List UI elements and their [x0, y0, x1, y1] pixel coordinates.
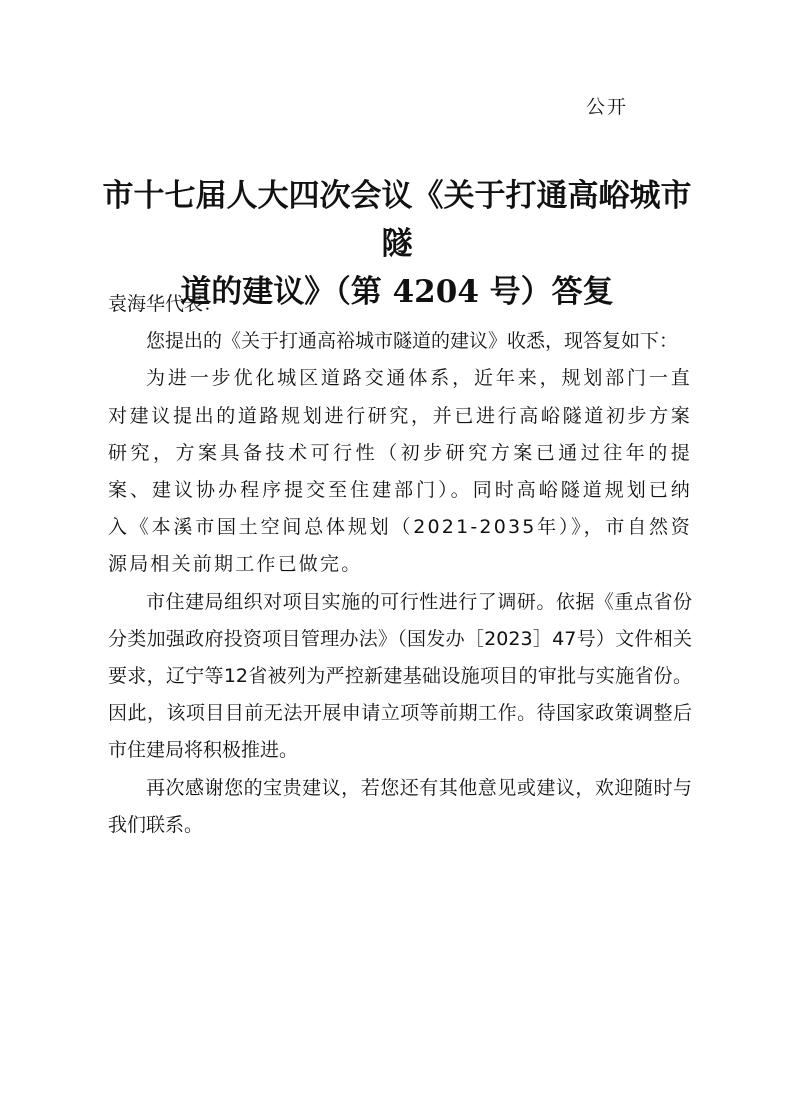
public-label: 公开 [586, 96, 629, 118]
paragraph-closing: 再次感谢您的宝贵建议，若您还有其他意见或建议，欢迎随时与我们联系。 [108, 776, 692, 836]
paragraph-housing-bureau: 市住建局组织对项目实施的可行性进行了调研。依据《重点省份分类加强政府投资项目管理办法》（国发办［2023］47号）文件相关要求，辽宁等12省被列为严控新建基础设施项目的审批与实施省份。因此，该项目目前无法开展申请立项等前期工作。待国家政策调整后市住建局将积极推进。 [108, 590, 692, 762]
document-body [108, 286, 692, 844]
paragraph-acknowledgement: 您提出的《关于打通高裕城市隧道的建议》收悉，现答复如下： [146, 330, 679, 353]
paragraph-planning: 为进一步优化城区道路交通体系，近年来，规划部门一直对建议提出的道路规划进行研究，并已进行高峪隧道初步方案研究，方案具备技术可行性（初步研究方案已通过往年的提案、建议协办程序提交至住建部门）。同时高峪隧道规划已纳入《本溪市国土空间总体规划（2021-2035年）》，市自然资源局相关前期工作已做完。 [108, 367, 692, 576]
salutation: 袁海华代表： [108, 293, 223, 315]
title-line-1: 市十七届人大四次会议《关于打通高峪城市隧 [102, 178, 692, 262]
title-line-2: 道的建议》（第 4204 号）答复 [180, 274, 614, 310]
